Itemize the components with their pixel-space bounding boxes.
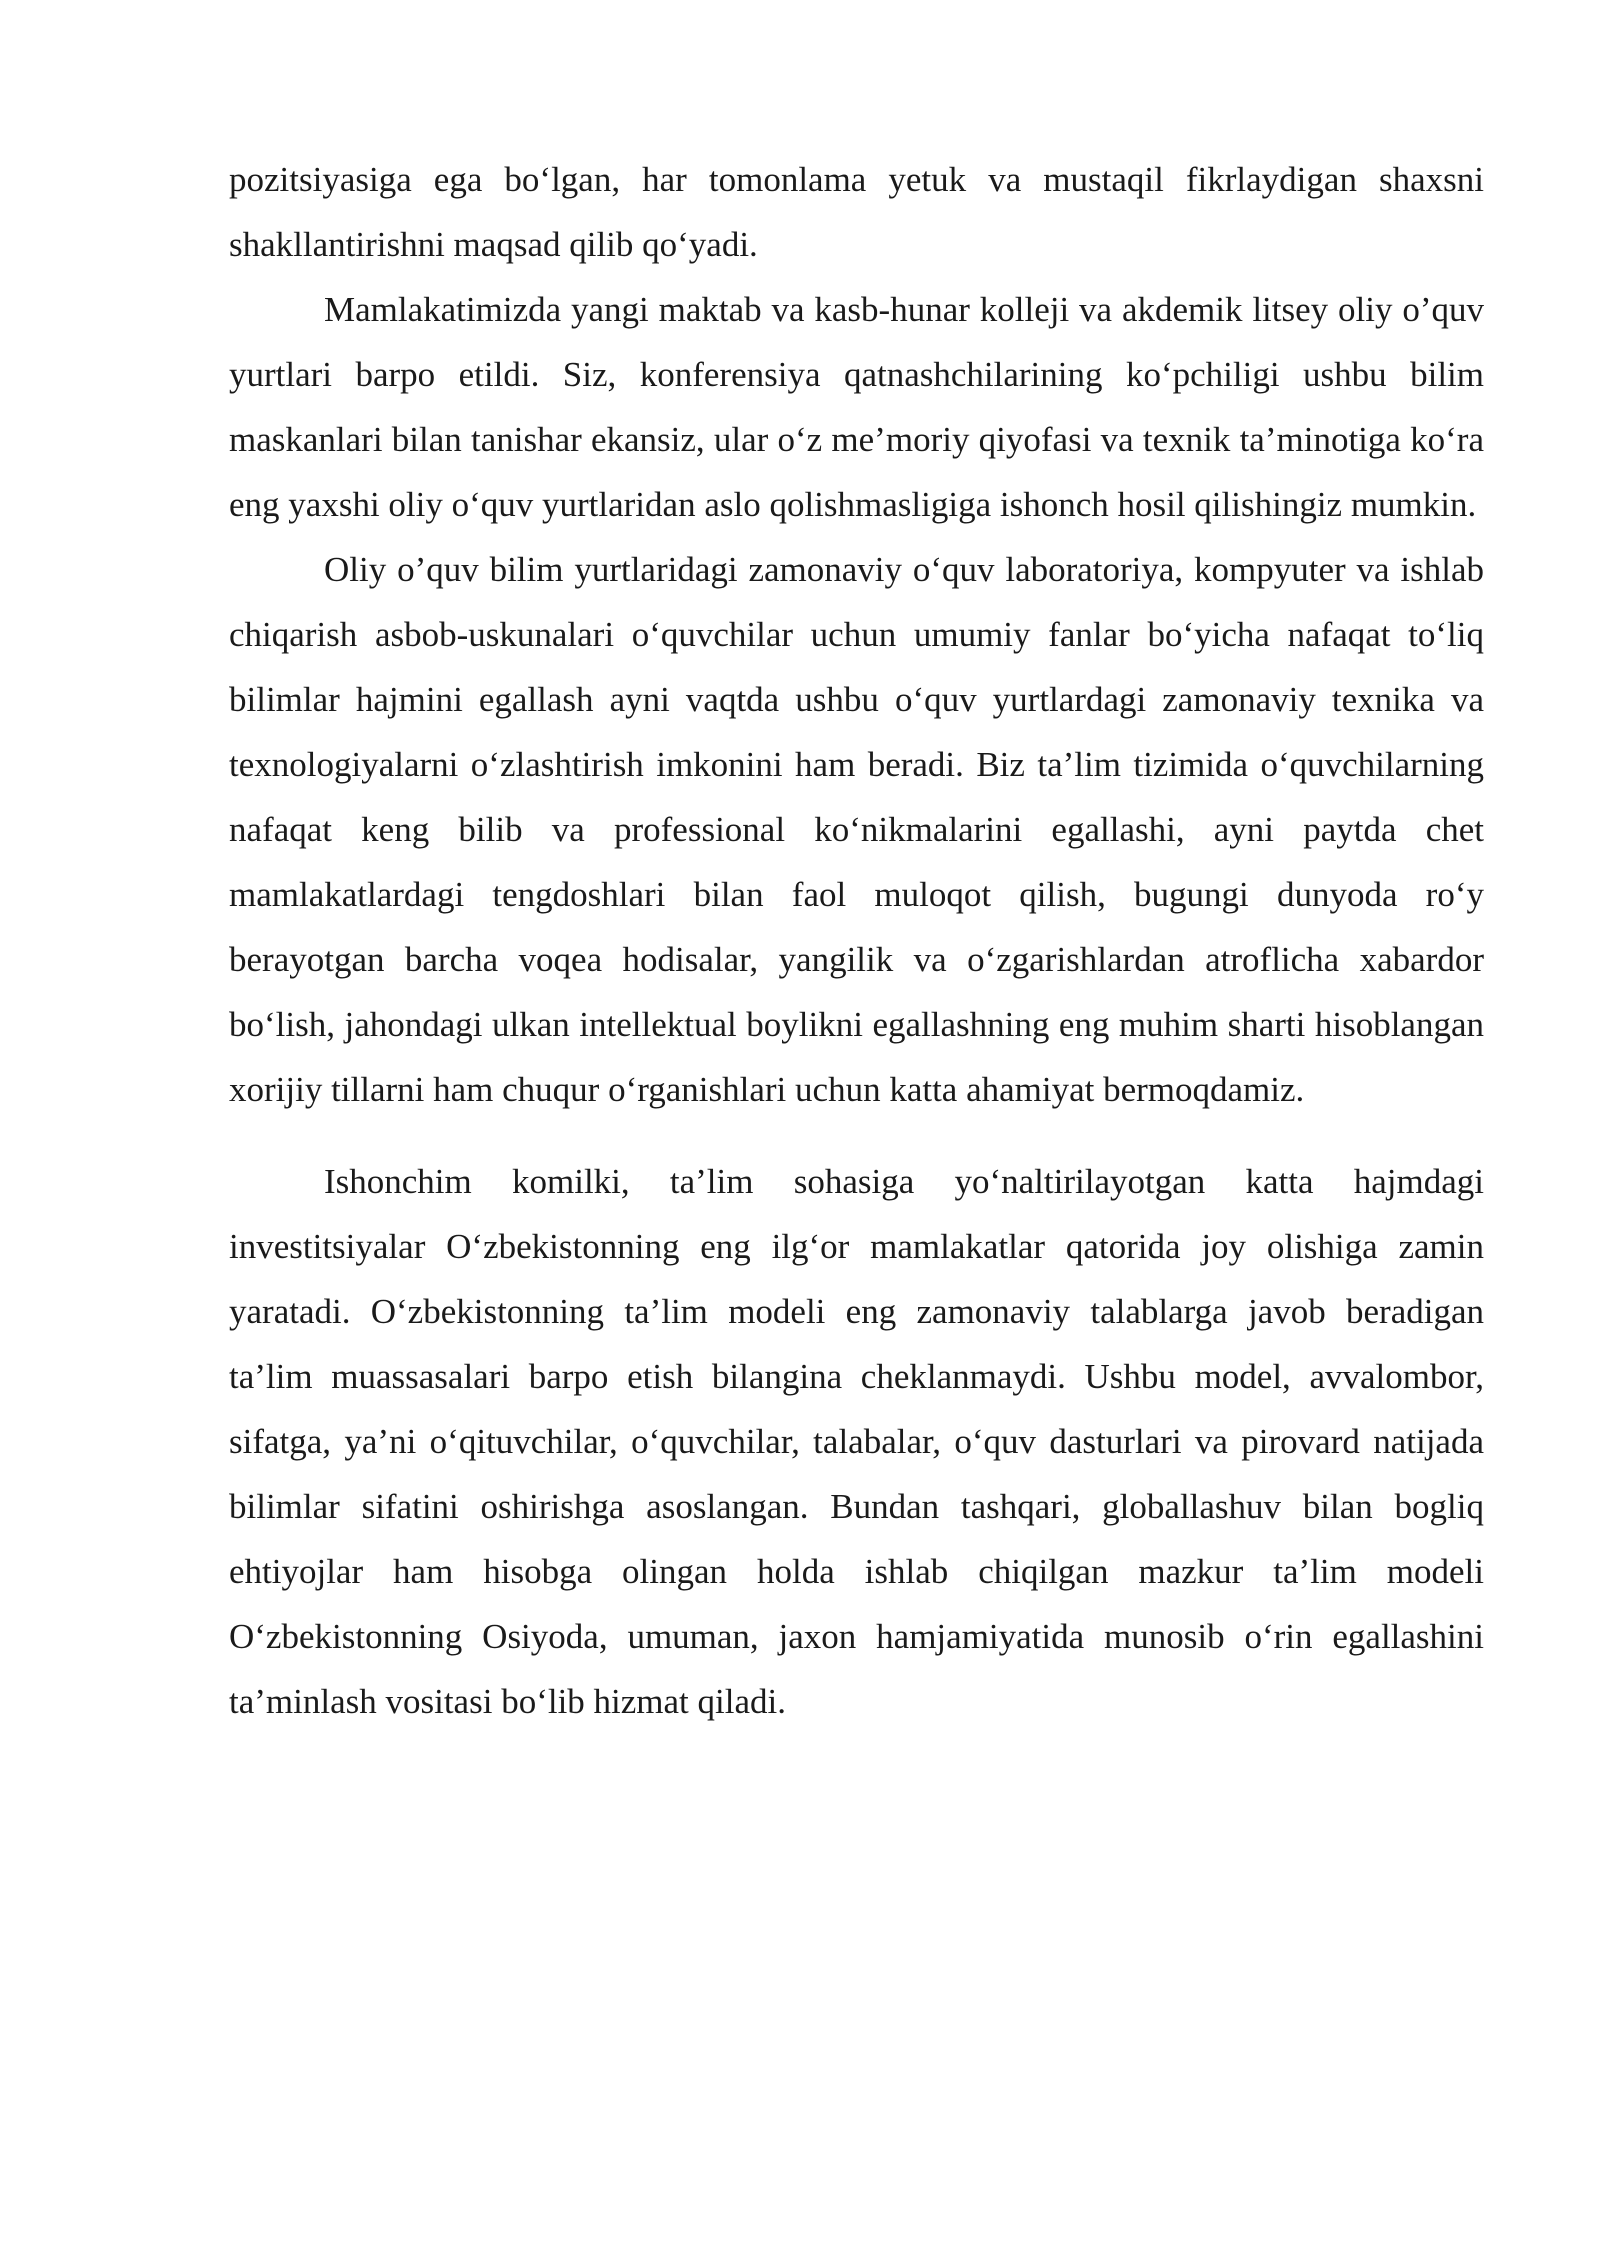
paragraph-1: pozitsiyasiga ega bo‘lgan, har tomonlama yetuk va mustaqil fikrlaydigan shaxsni shakllantirishni maqsad qilib qo‘yadi.: [229, 160, 1484, 264]
paragraph-3: Oliy o’quv bilim yurtlaridagi zamonaviy o‘quv laboratoriya, kompyuter va ishlab chiqarish asbob-uskunalari o‘quvchilar uchun umumiy fanlar bo‘yicha nafaqat to‘liq bilimlar hajmini egallash ayni vaqtda ushbu o‘quv yurtlardagi zamonaviy texnika va texnologiyalarni o‘zlashtirish imkonini ham beradi. Biz ta’lim tizimida o‘quvchilarning nafaqat keng bilib va professional ko‘nikmalarini egallashi, ayni paytda chet mamlakatlardagi tengdoshlari bilan faol muloqot qilish, bugungi dunyoda ro‘y berayotgan barcha voqea hodisalar, yangilik va o‘zgarishlardan atroflicha xabardor bo‘lish, jahondagi ulkan intellektual boylikni egallashning eng muhim sharti hisoblangan xorijiy tillarni ham chuqur o‘rganishlari uchun katta ahamiyat bermoqdamiz.: [229, 550, 1484, 1109]
paragraph-2: Mamlakatimizda yangi maktab va kasb-hunar kolleji va akdemik litsey oliy o’quv yurtlari barpo etildi. Siz, konferensiya qatnashchilarining ko‘pchiligi ushbu bilim maskanlari bilan tanishar ekansiz, ular o‘z me’moriy qiyofasi va texnik ta’minotiga ko‘ra eng yaxshi oliy o‘quv yurtlaridan aslo qolishmasligiga ishonch hosil qilishingiz mumkin.: [229, 290, 1484, 524]
document-body: [229, 147, 1484, 1734]
paragraph-4: Ishonchim komilki, ta’lim sohasiga yo‘naltirilayotgan katta hajmdagi investitsiyalar O‘zbekistonning eng ilg‘or mamlakatlar qatorida joy olishiga zamin yaratadi. O‘zbekistonning ta’lim modeli eng zamonaviy talablarga javob beradigan ta’lim muassasalari barpo etish bilangina cheklanmaydi. Ushbu model, avvalombor, sifatga, ya’ni o‘qituvchilar, o‘quvchilar, talabalar, o‘quv dasturlari va pirovard natijada bilimlar sifatini oshirishga asoslangan. Bundan tashqari, globallashuv bilan bogliq ehtiyojlar ham hisobga olingan holda ishlab chiqilgan mazkur ta’lim modeli O‘zbekistonning Osiyoda, umuman, jaxon hamjamiyatida munosib o‘rin egallashini ta’minlash vositasi bo‘lib hizmat qiladi.: [229, 1162, 1484, 1721]
